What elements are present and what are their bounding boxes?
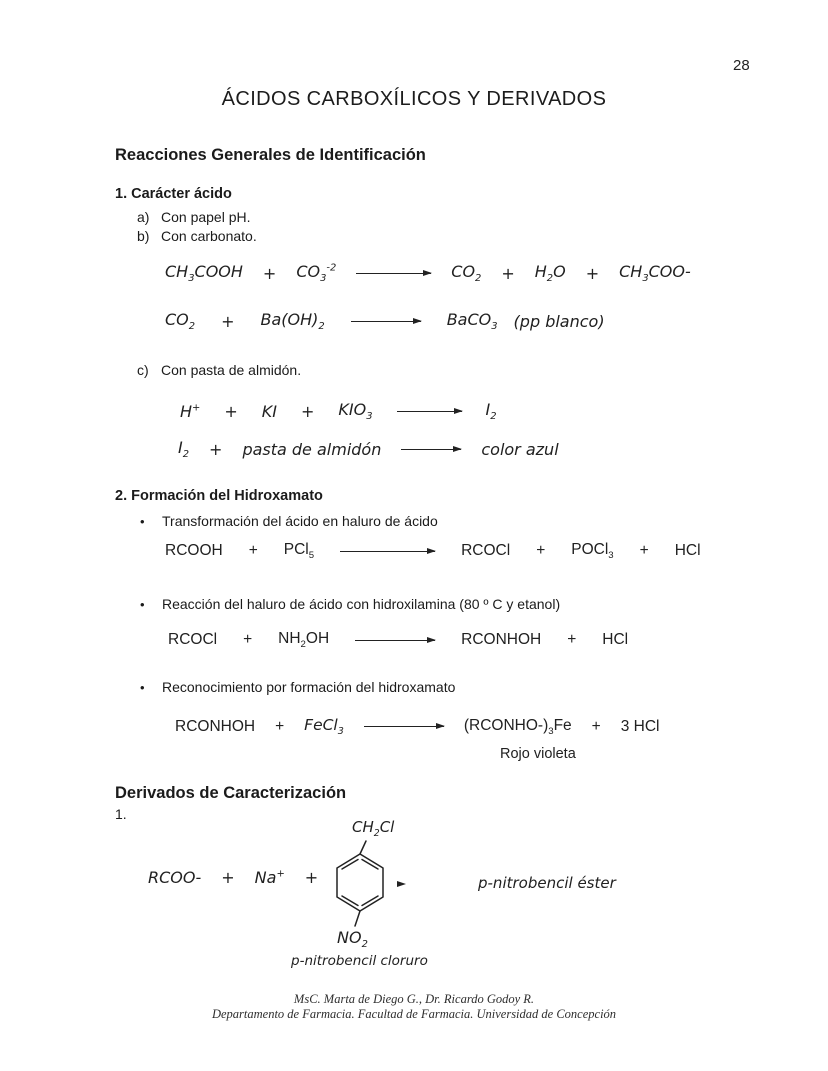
benzene-ring-diagram (325, 838, 395, 930)
section-heading-reacciones: Reacciones Generales de Identificación (115, 146, 426, 164)
chemical-formula: $CH_3COO-$ (619, 262, 691, 285)
list-item-b (137, 228, 257, 244)
chemical-formula: RCONHOH (175, 717, 256, 735)
chemical-formula: $(RCONHO-)_3Fe$ (463, 716, 572, 737)
list-marker: a) (137, 209, 150, 225)
result-text: color azul (481, 439, 559, 459)
bullet-text: Transformación del ácido en haluro de ácido (162, 513, 438, 529)
plus-sign: + (221, 311, 235, 331)
chemical-formula: Na+ (254, 868, 285, 887)
derivados-item-number: 1. (115, 806, 127, 822)
list-marker: b) (137, 228, 150, 244)
list-item-text: Con carbonato. (161, 228, 257, 244)
equation-starch (178, 438, 559, 460)
chemical-formula: RCOCl (168, 631, 218, 649)
list-item-a (137, 209, 251, 225)
plus-sign: + (300, 401, 315, 421)
plus-sign: + (591, 717, 601, 735)
bullet-text: Reconocimiento por formación del hidroxamato (162, 679, 456, 695)
chemical-formula: $CO_2$ (451, 262, 482, 285)
chemical-formula: POCl$_3$ (571, 541, 614, 562)
reaction-arrow-icon (356, 273, 431, 274)
plus-sign: + (585, 263, 600, 283)
chemical-formula: RCOCl (461, 542, 511, 560)
reaction-arrow-icon (364, 726, 444, 727)
bullet-item-reaccion (140, 596, 560, 612)
structure-caption: p-nitrobencil cloruro (291, 953, 428, 969)
equation-hydroxylamine (168, 630, 628, 650)
plus-sign: + (248, 542, 258, 560)
chemical-formula: HCl (602, 631, 629, 649)
reaction-arrow-icon (355, 640, 435, 641)
chemical-formula: $I_2$ (178, 438, 190, 461)
reaction-product-label: p-nitrobencil éster (478, 874, 616, 892)
chemical-formula: $CH_3COOH$ (165, 262, 243, 285)
footer-authors: MsC. Marta de Diego G., Dr. Ricardo Godoy R. (293, 992, 535, 1006)
equation-acetic-carbonate (165, 262, 691, 284)
chemical-formula: PCl$_5$ (283, 541, 315, 562)
chemical-formula: BaCO$_3$ (446, 310, 498, 333)
plus-sign: + (262, 263, 277, 283)
bullet-item-reconocimiento (140, 679, 455, 695)
bullet-icon: • (140, 680, 145, 695)
reaction-result-note: Rojo violeta (500, 746, 576, 762)
plus-sign: + (639, 542, 649, 560)
plus-sign: + (567, 631, 577, 649)
reaction-arrow-icon (351, 321, 421, 322)
chemical-formula: 3 HCl (620, 717, 660, 735)
equation-acid-chloride (165, 541, 701, 561)
plus-sign: + (275, 717, 285, 735)
plus-sign: + (304, 868, 319, 887)
equation-ester-left (148, 868, 318, 887)
reaction-arrow-icon (397, 411, 462, 412)
footer-department: Departamento de Farmacia. Facultad de Farmacia. Universidad de Concepción (211, 1007, 617, 1021)
plus-sign: + (501, 263, 515, 283)
page-number: 28 (733, 57, 750, 74)
equation-baryta (165, 310, 605, 332)
chemical-formula: FeCl$_3$ (304, 716, 344, 738)
subsection-heading-hidroxamato: 2. Formación del Hidroxamato (115, 488, 323, 504)
list-marker: c) (137, 362, 149, 378)
equation-annotation: (pp blanco) (513, 311, 605, 331)
list-item-text: Con papel pH. (161, 209, 251, 225)
structure-bottom-group-label: $NO_2$ (337, 928, 368, 951)
plus-sign: + (243, 631, 253, 649)
reagent-text: pasta de almidón (242, 439, 382, 459)
chemical-formula: HCl (674, 542, 701, 560)
section-heading-derivados: Derivados de Caracterización (115, 784, 347, 802)
bullet-item-transformacion (140, 513, 438, 529)
bullet-text: Reacción del haluro de ácido con hidroxilamina (80 º C y etanol) (162, 596, 561, 612)
chemical-formula: $CO_3^{-2}$ (296, 262, 337, 285)
list-item-text: Con pasta de almidón. (161, 362, 302, 378)
bullet-icon: • (140, 514, 145, 529)
chemical-formula: KI (261, 401, 277, 421)
page-title: ÁCIDOS CARBOXÍLICOS Y DERIVADOS (221, 88, 607, 110)
reaction-arrow-icon (340, 551, 435, 552)
chemical-formula: $NH_2OH$ (278, 630, 330, 651)
list-item-c (137, 362, 301, 378)
chemical-formula: H+ (180, 401, 201, 421)
chemical-formula: $H_2O$ (534, 262, 566, 285)
plus-sign: + (224, 401, 238, 421)
bullet-icon: • (140, 597, 145, 612)
chemical-formula: RCOOH (165, 542, 223, 560)
chemical-formula: $I_2$ (485, 400, 497, 423)
chemical-formula: $CO_2$ (165, 310, 196, 333)
chemical-formula: RCOO- (148, 868, 202, 887)
equation-ferric (175, 716, 660, 737)
reaction-arrow-icon (401, 449, 461, 450)
plus-sign: + (209, 439, 223, 459)
equation-iodate (180, 400, 497, 422)
chemical-formula: RCONHOH (461, 631, 542, 649)
subsection-heading-caracter-acido: 1. Carácter ácido (115, 186, 232, 202)
plus-sign: + (221, 868, 235, 887)
chemical-formula: $KIO_3$ (338, 400, 373, 423)
chemical-formula: $Ba(OH)_2$ (260, 310, 325, 333)
structure-top-group-label: $CH_2Cl$ (352, 818, 395, 839)
plus-sign: + (536, 542, 546, 560)
